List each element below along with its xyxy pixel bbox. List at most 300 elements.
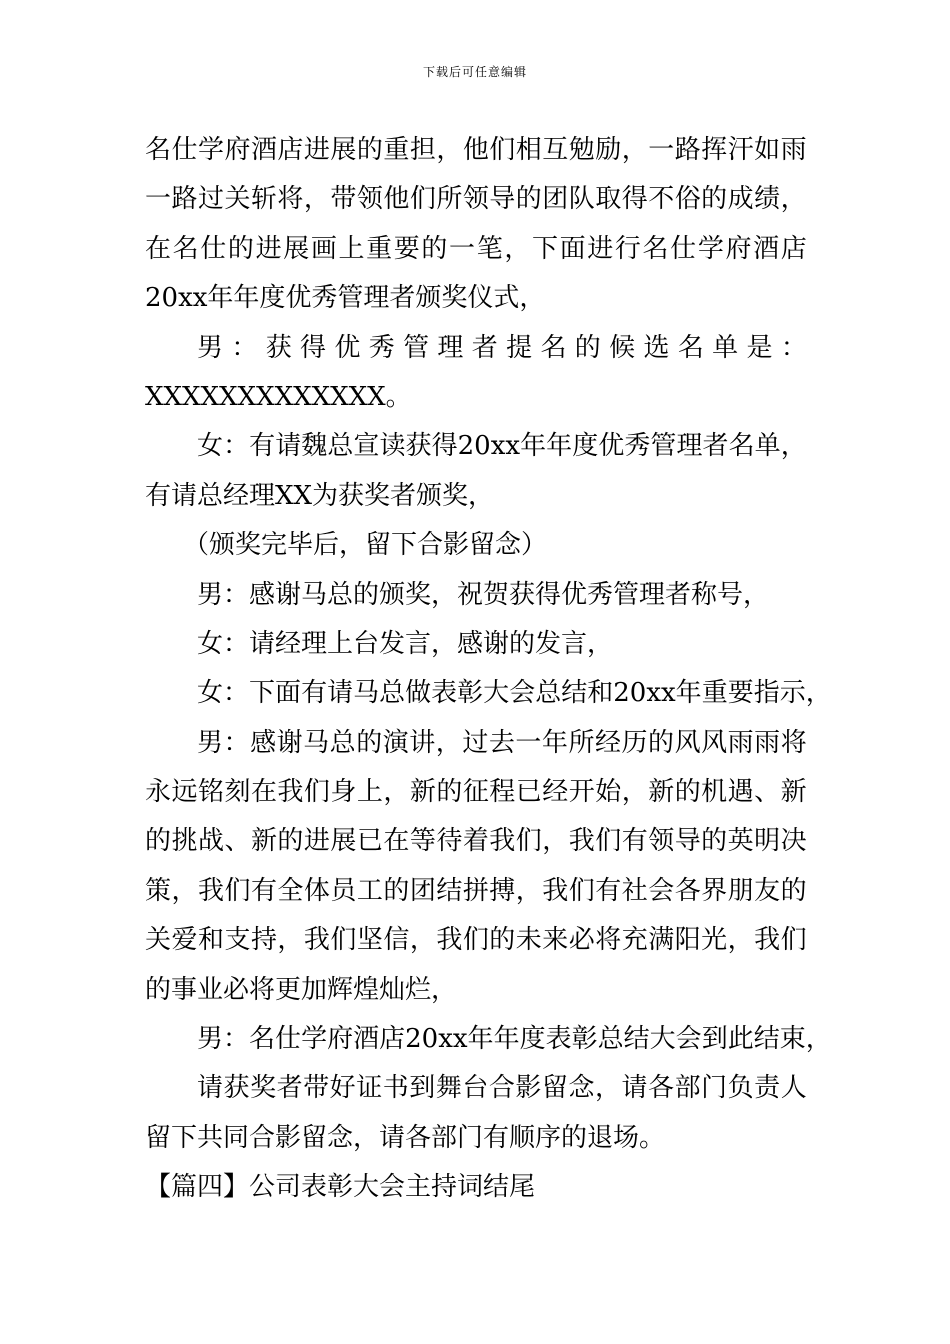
glyph: 俗 [674, 184, 701, 215]
glyph: 全 [277, 875, 304, 906]
glyph: 此 [727, 1024, 754, 1055]
glyph: 优 [334, 332, 361, 363]
glyph: 我 [303, 925, 330, 956]
glyph: 带 [330, 184, 357, 215]
glyph: 持 [250, 925, 277, 956]
glyph: 经 [594, 727, 621, 758]
glyph: 明 [754, 826, 781, 857]
glyph: ， [171, 875, 198, 906]
glyph: 互 [542, 135, 569, 165]
glyph: 年 [467, 1024, 494, 1055]
glyph: ， [504, 233, 531, 264]
glyph: 们 [462, 925, 489, 956]
glyph: 请 [275, 431, 302, 462]
glyph: 束 [779, 1024, 806, 1055]
glyph: 经 [542, 777, 569, 808]
glyph: 英 [727, 826, 754, 857]
glyph: 名 [677, 332, 704, 363]
glyph: 汗 [727, 135, 754, 165]
glyph: 决 [780, 826, 807, 857]
glyph: 新 [409, 777, 436, 808]
glyph: 酒 [753, 233, 780, 264]
glyph: 新 [648, 777, 675, 808]
glyph: 有 [595, 875, 622, 906]
glyph: 的 [145, 826, 172, 857]
glyph: 员 [330, 875, 357, 906]
paragraph-line: 的事业必将更加辉煌灿烂， [145, 974, 458, 1005]
glyph: 大 [483, 678, 510, 709]
glyph: 重 [366, 233, 393, 264]
paragraph-line: （颁奖完毕后，留下合影留念） [183, 530, 548, 561]
glyph: 我 [754, 925, 781, 956]
glyph: 感 [250, 727, 277, 758]
glyph: 会 [509, 678, 536, 709]
glyph: 已 [515, 777, 542, 808]
glyph: 理 [437, 332, 464, 363]
glyph: ： [223, 678, 250, 709]
glyph: 我 [436, 925, 463, 956]
glyph: 进 [587, 233, 614, 264]
document-body [145, 126, 832, 1213]
glyph: 20xx [457, 431, 521, 462]
glyph: 新 [780, 777, 807, 808]
glyph: 阳 [674, 925, 701, 956]
glyph: 各 [648, 1073, 675, 1104]
glyph: 魏 [301, 431, 328, 462]
paragraph-line [145, 126, 807, 175]
paragraph-line: 女：请经理上台发言，感谢的发言， [197, 628, 614, 659]
glyph: 导 [489, 184, 516, 215]
glyph: 路 [171, 184, 198, 215]
glyph: 总 [597, 1024, 624, 1055]
glyph: 、 [224, 826, 251, 857]
glyph: 队 [568, 184, 595, 215]
glyph: 我 [277, 777, 304, 808]
glyph: 支 [224, 925, 251, 956]
glyph: 一 [515, 727, 542, 758]
glyph: 学 [697, 233, 724, 264]
glyph: 请 [327, 678, 354, 709]
glyph: 宣 [353, 431, 380, 462]
glyph: 等 [409, 826, 436, 857]
glyph: 获 [223, 1073, 250, 1104]
glyph: 者 [276, 1073, 303, 1104]
glyph: 选 [643, 332, 670, 363]
glyph: 风 [674, 727, 701, 758]
glyph: 彰 [457, 678, 484, 709]
glyph: 待 [436, 826, 463, 857]
glyph: ， [383, 777, 410, 808]
glyph: 提 [506, 332, 533, 363]
glyph: 会 [675, 1024, 702, 1055]
glyph: 、 [754, 777, 781, 808]
glyph: 关 [145, 925, 172, 956]
glyph: 年 [520, 431, 547, 462]
glyph: 们 [303, 777, 330, 808]
glyph: 励 [595, 135, 622, 165]
glyph: 始 [595, 777, 622, 808]
glyph: 们 [489, 135, 516, 165]
glyph: 名 [145, 135, 172, 165]
glyph: 男 [197, 727, 224, 758]
page-header: 下载后可任意编辑 [422, 65, 527, 79]
glyph: 领 [648, 826, 675, 857]
glyph: 有 [250, 875, 277, 906]
glyph: ， [435, 727, 462, 758]
glyph: 拼 [462, 875, 489, 906]
glyph: 一 [449, 233, 476, 264]
glyph: 合 [488, 1073, 515, 1104]
glyph: 结 [623, 1024, 650, 1055]
glyph: 画 [310, 233, 337, 264]
glyph: 男 [197, 1024, 224, 1055]
glyph: 坚 [356, 925, 383, 956]
glyph: 带 [303, 1073, 330, 1104]
glyph: 所 [568, 727, 595, 758]
glyph: ： [231, 332, 258, 363]
glyph: ， [515, 875, 542, 906]
glyph: 绩 [754, 184, 781, 215]
glyph: 未 [515, 925, 542, 956]
glyph: 策 [145, 875, 172, 906]
glyph: ， [303, 184, 330, 215]
glyph: 友 [754, 875, 781, 906]
glyph: 成 [727, 184, 754, 215]
glyph: 年 [546, 431, 573, 462]
glyph: 导 [674, 826, 701, 857]
glyph: 请 [197, 1073, 224, 1104]
glyph: 获 [265, 332, 292, 363]
glyph: 必 [568, 925, 595, 956]
section-heading: 【篇四】公司表彰大会主持词结尾 [145, 1172, 536, 1203]
glyph: ， [805, 1024, 832, 1055]
glyph: 的 [701, 826, 728, 857]
glyph: 得 [300, 332, 327, 363]
glyph: 进 [303, 826, 330, 857]
paragraph-line [145, 1015, 832, 1064]
glyph: ， [780, 184, 807, 215]
glyph: ： [223, 727, 250, 758]
glyph: 马 [353, 678, 380, 709]
glyph: 名 [642, 233, 669, 264]
glyph: 开 [568, 777, 595, 808]
glyph: 的 [277, 826, 304, 857]
paragraph-line: 男：感谢马总的颁奖，祝贺获得优秀管理者称号， [197, 579, 770, 610]
glyph: 进 [255, 233, 282, 264]
glyph: 一 [648, 135, 675, 165]
glyph: 到 [701, 1024, 728, 1055]
glyph: 关 [224, 184, 251, 215]
glyph: 度 [519, 1024, 546, 1055]
paragraph-line [145, 817, 807, 866]
glyph: 总 [535, 678, 562, 709]
glyph: ， [277, 925, 304, 956]
glyph: 仕 [171, 135, 198, 165]
glyph: 和 [197, 925, 224, 956]
glyph: 将 [277, 184, 304, 215]
glyph: 要 [393, 233, 420, 264]
glyph: 年 [541, 727, 568, 758]
glyph: 得 [431, 431, 458, 462]
paragraph-line [145, 422, 807, 471]
glyph: 社 [621, 875, 648, 906]
glyph: 学 [197, 135, 224, 165]
glyph: 一 [145, 184, 172, 215]
glyph: 路 [674, 135, 701, 165]
glyph: 上 [338, 233, 365, 264]
glyph: 重 [383, 135, 410, 165]
paragraph-line: 留下共同合影留念，请各部门有顺序的退场。 [145, 1122, 666, 1153]
glyph: 责 [754, 1073, 781, 1104]
glyph: 展 [330, 826, 357, 857]
glyph: 部 [674, 1073, 701, 1104]
glyph: 团 [542, 184, 569, 215]
glyph: 不 [648, 184, 675, 215]
glyph: 示 [779, 678, 806, 709]
glyph: 者 [471, 332, 498, 363]
glyph: 征 [462, 777, 489, 808]
glyph: ， [409, 925, 436, 956]
glyph: 充 [621, 925, 648, 956]
paragraph-line [145, 225, 807, 274]
glyph: 的 [356, 727, 383, 758]
glyph: 表 [545, 1024, 572, 1055]
glyph: 他 [383, 184, 410, 215]
glyph: 信 [383, 925, 410, 956]
glyph: 要 [727, 678, 754, 709]
glyph: 领 [356, 184, 383, 215]
glyph: 得 [621, 184, 648, 215]
glyph: 有 [621, 826, 648, 857]
glyph: 讲 [409, 727, 436, 758]
glyph: 负 [727, 1073, 754, 1104]
glyph: 名 [540, 332, 567, 363]
glyph: 进 [303, 135, 330, 165]
glyph: 理 [676, 431, 703, 462]
glyph: 他 [462, 135, 489, 165]
glyph: 我 [568, 826, 595, 857]
glyph: 面 [559, 233, 586, 264]
glyph: 人 [780, 1073, 807, 1104]
glyph: 我 [197, 875, 224, 906]
glyph: 过 [462, 727, 489, 758]
glyph: 仕 [200, 233, 227, 264]
glyph: 机 [701, 777, 728, 808]
glyph: 好 [329, 1073, 356, 1104]
glyph: 总 [327, 431, 354, 462]
glyph: 展 [330, 135, 357, 165]
glyph: 管 [403, 332, 430, 363]
glyph: 在 [383, 826, 410, 857]
glyph: 者 [702, 431, 729, 462]
glyph: 府 [725, 233, 752, 264]
glyph: 名 [172, 233, 199, 264]
glyph: 单 [712, 332, 739, 363]
glyph: 年 [493, 1024, 520, 1055]
glyph: 谢 [276, 727, 303, 758]
glyph: 下 [531, 233, 558, 264]
glyph: ： [223, 1024, 250, 1055]
glyph: 到 [409, 1073, 436, 1104]
glyph: 书 [382, 1073, 409, 1104]
glyph: 秀 [368, 332, 395, 363]
glyph: 在 [145, 233, 172, 264]
glyph: 已 [356, 826, 383, 857]
glyph: 挥 [701, 135, 728, 165]
glyph: 们 [595, 826, 622, 857]
glyph: 影 [515, 1073, 542, 1104]
glyph: 府 [327, 1024, 354, 1055]
glyph: 各 [674, 875, 701, 906]
glyph: 结 [561, 678, 588, 709]
glyph: 取 [595, 184, 622, 215]
glyph: 重 [701, 678, 728, 709]
glyph: 相 [515, 135, 542, 165]
glyph: 程 [489, 777, 516, 808]
glyph: 担 [409, 135, 436, 165]
glyph: 店 [277, 135, 304, 165]
glyph: 女 [197, 678, 224, 709]
paragraph-line [145, 175, 807, 224]
glyph: 我 [489, 826, 516, 857]
glyph: 新 [250, 826, 277, 857]
glyph: 的 [421, 233, 448, 264]
glyph: 着 [462, 826, 489, 857]
glyph: 上 [356, 777, 383, 808]
glyph: 们 [515, 826, 542, 857]
glyph: 单 [754, 431, 781, 462]
glyph: 年 [675, 678, 702, 709]
glyph: 永 [145, 777, 172, 808]
glyph: 仕 [275, 1024, 302, 1055]
glyph: ， [621, 777, 648, 808]
paragraph-line: XXXXXXXXXXXXX。 [145, 381, 412, 412]
paragraph-line [145, 768, 807, 817]
glyph: 光 [701, 925, 728, 956]
glyph: 们 [330, 925, 357, 956]
glyph: 优 [598, 431, 625, 462]
glyph: 下 [249, 678, 276, 709]
glyph: 20xx [613, 678, 676, 709]
glyph: 请 [621, 1073, 648, 1104]
glyph: 女 [197, 431, 224, 462]
glyph: 店 [379, 1024, 406, 1055]
glyph: 团 [409, 875, 436, 906]
glyph: 证 [356, 1073, 383, 1104]
paragraph-line [145, 1064, 807, 1113]
glyph: 行 [614, 233, 641, 264]
glyph: 做 [405, 678, 432, 709]
glyph: 的 [674, 777, 701, 808]
paragraph-line [145, 916, 807, 965]
glyph: 门 [701, 1073, 728, 1104]
glyph: ： [780, 332, 807, 363]
glyph: 历 [621, 727, 648, 758]
glyph: 名 [249, 1024, 276, 1055]
glyph: 度 [572, 431, 599, 462]
glyph: 斩 [250, 184, 277, 215]
glyph: 工 [356, 875, 383, 906]
glyph: 候 [609, 332, 636, 363]
glyph: 表 [431, 678, 458, 709]
glyph: 的 [383, 875, 410, 906]
glyph: 府 [224, 135, 251, 165]
glyph: 战 [197, 826, 224, 857]
glyph: 体 [303, 875, 330, 906]
glyph: 的 [574, 332, 601, 363]
glyph: 马 [303, 727, 330, 758]
glyph: 们 [780, 925, 807, 956]
glyph: 演 [382, 727, 409, 758]
glyph: 的 [780, 875, 807, 906]
glyph: 们 [409, 184, 436, 215]
glyph: 铭 [197, 777, 224, 808]
glyph: ， [621, 135, 648, 165]
glyph: 身 [330, 777, 357, 808]
paragraph-line: 20xx年年度优秀管理者颁奖仪式， [145, 283, 546, 314]
glyph: 我 [542, 875, 569, 906]
paragraph-line [145, 669, 832, 718]
glyph: 在 [250, 777, 277, 808]
glyph: 搏 [489, 875, 516, 906]
glyph: 们 [568, 875, 595, 906]
glyph: 刻 [224, 777, 251, 808]
glyph: 男 [197, 332, 224, 363]
glyph: 奖 [250, 1073, 277, 1104]
glyph: 指 [753, 678, 780, 709]
glyph: 总 [379, 678, 406, 709]
glyph: 遇 [727, 777, 754, 808]
glyph: 的 [489, 925, 516, 956]
glyph: ， [542, 826, 569, 857]
glyph: 舞 [435, 1073, 462, 1104]
glyph: 20xx [405, 1024, 468, 1055]
glyph: 雨 [780, 135, 807, 165]
glyph: 的 [227, 233, 254, 264]
glyph: 店 [780, 233, 807, 264]
glyph: ， [780, 431, 807, 462]
glyph: 风 [701, 727, 728, 758]
glyph: 满 [648, 925, 675, 956]
glyph: 的 [648, 727, 675, 758]
glyph: 总 [329, 727, 356, 758]
glyph: 的 [356, 135, 383, 165]
glyph: 的 [436, 777, 463, 808]
glyph: ， [727, 925, 754, 956]
paragraph-line [145, 324, 807, 373]
paragraph-line [145, 867, 807, 916]
glyph: 台 [462, 1073, 489, 1104]
glyph: 领 [462, 184, 489, 215]
glyph: 的 [701, 184, 728, 215]
glyph: 们 [224, 875, 251, 906]
glyph: 将 [780, 727, 807, 758]
glyph: 仕 [670, 233, 697, 264]
glyph: ： [223, 431, 250, 462]
glyph: 结 [753, 1024, 780, 1055]
glyph: 名 [728, 431, 755, 462]
glyph: 过 [197, 184, 224, 215]
glyph: 获 [405, 431, 432, 462]
glyph: 会 [648, 875, 675, 906]
glyph: 来 [542, 925, 569, 956]
glyph: 爱 [171, 925, 198, 956]
glyph: 界 [701, 875, 728, 906]
glyph: 有 [301, 678, 328, 709]
glyph: 结 [436, 875, 463, 906]
glyph: 挑 [171, 826, 198, 857]
glyph: 笔 [476, 233, 503, 264]
